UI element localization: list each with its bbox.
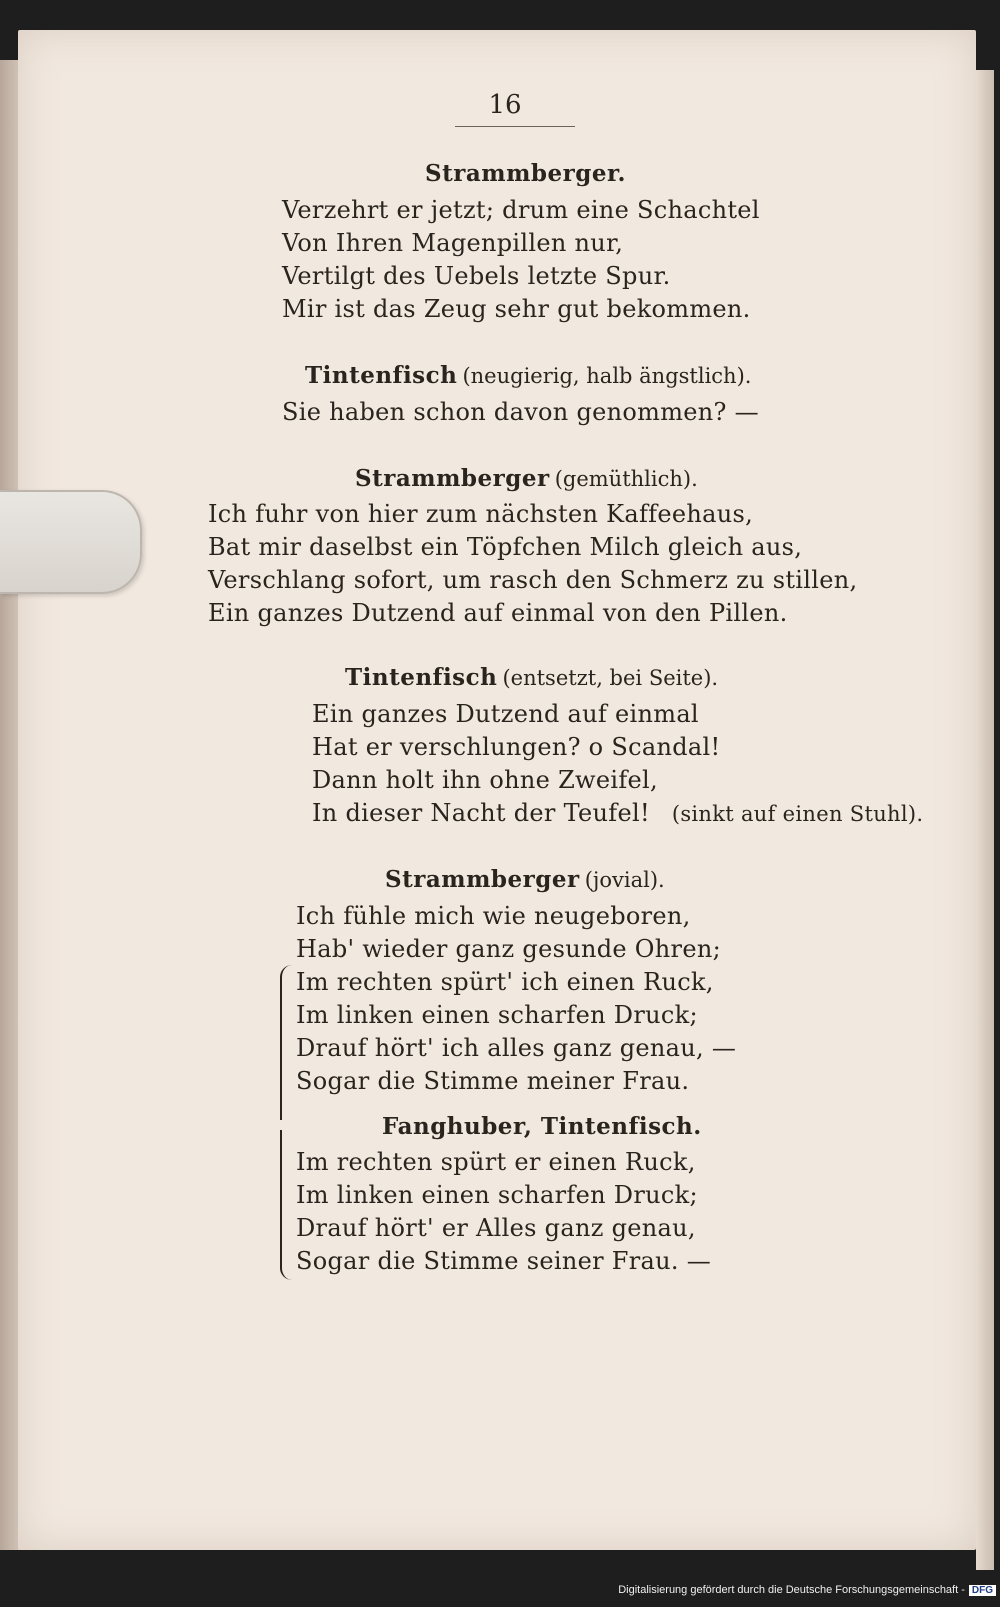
speaker-heading: Strammberger. [425,160,626,187]
verse-line: Hat er verschlungen? o Scandal! [312,733,721,761]
verse-line: Verschlang sofort, um rasch den Schmerz zu stillen, [208,566,858,594]
speaker-name: Tintenfisch [345,664,498,691]
verse-line: Ein ganzes Dutzend auf einmal von den Pillen. [208,599,788,627]
verse-brace [280,965,292,1120]
verse-line: Ich fühle mich wie neugeboren, [296,902,691,930]
speaker-line [355,465,698,492]
digitization-footer [600,1584,996,1602]
stage-direction: (jovial). [584,868,665,892]
speaker-name: Strammberger [355,465,550,492]
verse-line: Drauf hört' er Alles ganz genau, [296,1214,696,1242]
verse-text: In dieser Nacht der Teufel! [312,799,650,827]
verse-line: Im linken einen scharfen Druck; [296,1181,698,1209]
stage-direction: (gemüthlich). [554,467,698,491]
speaker-line [385,866,665,893]
verse-line: Im linken einen scharfen Druck; [296,1001,698,1029]
verse-brace [280,1130,292,1280]
verse-line: Sie haben schon davon genommen? — [282,398,759,426]
verse-line: Vertilgt des Uebels letzte Spur. [282,262,671,290]
verse-line: Bat mir daselbst ein Töpfchen Milch gleich aus, [208,533,803,561]
verse-line: Sogar die Stimme meiner Frau. [296,1067,690,1095]
verse-line: Sogar die Stimme seiner Frau. — [296,1247,712,1275]
stage-direction: (entsetzt, bei Seite). [502,666,719,690]
dfg-logo: DFG [969,1585,996,1596]
verse-line [312,799,923,827]
page-number: 16 [488,90,522,120]
speaker-heading: Fanghuber, Tintenfisch. [382,1113,702,1140]
verse-line: Ein ganzes Dutzend auf einmal [312,700,699,728]
verse-line: Im rechten spürt' ich einen Ruck, [296,968,714,996]
verse-line: Dann holt ihn ohne Zweifel, [312,766,658,794]
verse-line: Drauf hört' ich alles ganz genau, — [296,1034,737,1062]
speaker-name: Tintenfisch [305,362,458,389]
page-number-rule [455,126,575,127]
verse-line: Im rechten spürt er einen Ruck, [296,1148,696,1176]
verse-line: Von Ihren Magenpillen nur, [282,229,624,257]
verse-line: Hab' wieder ganz gesunde Ohren; [296,935,721,963]
stage-direction: (sinkt auf einen Stuhl). [671,802,924,826]
page-edge [976,70,994,1570]
footer-text: Digitalisierung gefördert durch die Deutsche Forschungsgemeinschaft - [618,1584,965,1596]
speaker-name: Strammberger [385,866,580,893]
verse-line: Mir ist das Zeug sehr gut bekommen. [282,295,751,323]
bookmark-strip [0,490,142,594]
speaker-line [305,362,751,389]
verse-line: Ich fuhr von hier zum nächsten Kaffeehaus, [208,500,754,528]
stage-direction: (neugierig, halb ängstlich). [462,364,752,388]
speaker-line [345,664,718,691]
verse-line: Verzehrt er jetzt; drum eine Schachtel [282,196,760,224]
